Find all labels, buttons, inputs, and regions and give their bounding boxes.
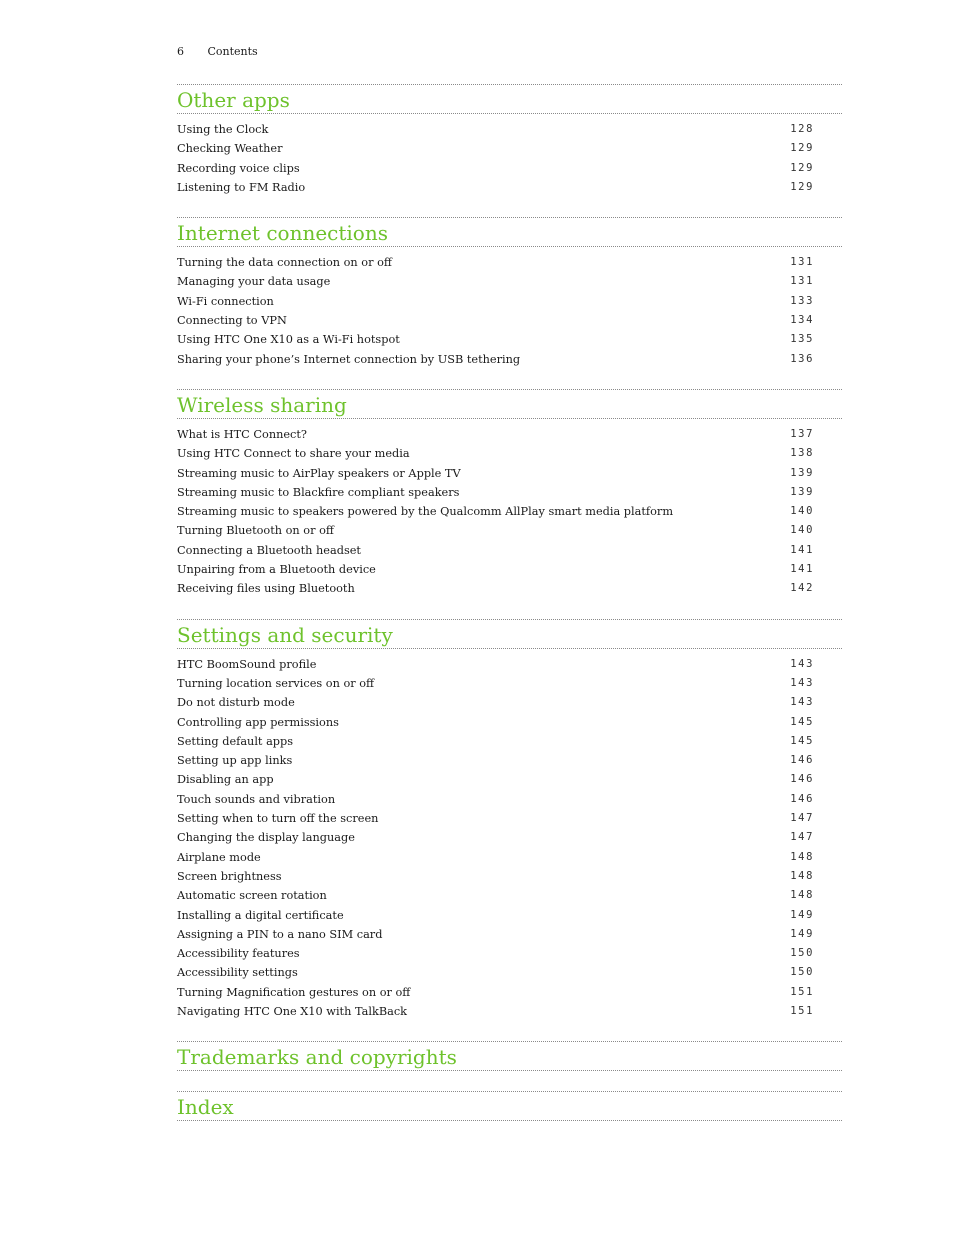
toc-entry-page-number: 140 [790,524,814,537]
section-title-link[interactable]: Internet connections [177,221,388,246]
toc-entry-label: Recording voice clips [177,161,300,175]
toc-entry-label: Listening to FM Radio [177,180,306,194]
toc-entry[interactable] [177,139,842,158]
toc-entry-page-number: 146 [790,773,814,786]
toc-entry[interactable] [177,159,842,178]
header-title: Contents [207,45,258,58]
toc-entry[interactable] [177,253,842,272]
toc-section [177,389,842,599]
section-title-link[interactable]: Index [177,1095,234,1120]
toc-entry-page-number: 146 [790,754,814,767]
toc-section [177,84,842,197]
toc-entry-label: Installing a digital certificate [177,908,344,922]
toc-entry-page-number: 138 [790,447,814,460]
toc-entry-page-number: 143 [790,676,814,689]
toc-entry-page-number: 145 [790,715,814,728]
toc-entry-label: Setting when to turn off the screen [177,812,379,826]
toc-entry-label: Airplane mode [177,850,261,864]
toc-entry[interactable] [177,848,842,867]
toc-entry[interactable] [177,560,842,579]
toc-section [177,217,842,369]
toc-entry-label: What is HTC Connect? [177,427,307,441]
toc-entry-list [177,114,842,197]
toc-entry-label: Accessibility features [177,947,300,961]
table-of-contents [177,84,842,1121]
toc-entry-page-number: 129 [790,142,814,155]
toc-entry-page-number: 133 [790,294,814,307]
toc-entry[interactable] [177,693,842,712]
toc-entry-label: Do not disturb mode [177,696,295,710]
toc-entry-label: Streaming music to speakers powered by the Qualcomm AllPlay smart media platform [177,505,674,519]
toc-entry-label: Screen brightness [177,869,282,883]
toc-entry-label: Using the Clock [177,123,269,136]
toc-entry-label: Accessibility settings [177,966,298,980]
toc-entry[interactable] [177,906,842,925]
toc-entry[interactable] [177,674,842,693]
toc-entry-page-number: 139 [790,466,814,479]
section-heading-row [177,1041,842,1071]
toc-entry-label: Unpairing from a Bluetooth device [177,563,376,577]
toc-entry-page-number: 150 [790,947,814,960]
toc-entry-page-number: 147 [790,812,814,825]
toc-entry-page-number: 151 [790,985,814,998]
section-heading-row [177,619,842,649]
toc-entry-page-number: 128 [790,123,814,135]
toc-entry-page-number: 141 [790,543,814,556]
toc-entry[interactable] [177,751,842,770]
toc-entry-label: Wi-Fi connection [177,294,274,308]
toc-entry[interactable] [177,350,842,369]
toc-entry[interactable] [177,311,842,330]
section-heading-row [177,217,842,247]
toc-entry-label: Connecting to VPN [177,314,287,328]
toc-entry[interactable] [177,867,842,886]
toc-entry-label: Navigating HTC One X10 with TalkBack [177,1004,408,1018]
toc-entry-page-number: 129 [790,180,814,193]
toc-entry-page-number: 148 [790,889,814,902]
toc-entry-page-number: 145 [790,734,814,747]
toc-entry[interactable] [177,292,842,311]
toc-entry-label: Turning Bluetooth on or off [177,524,334,538]
toc-entry-page-number: 136 [790,352,814,365]
toc-entry-label: Managing your data usage [177,275,331,289]
toc-entry[interactable] [177,1002,842,1021]
toc-entry-label: Turning location services on or off [177,676,375,690]
toc-entry-page-number: 149 [790,908,814,921]
toc-entry[interactable] [177,464,842,483]
section-title-link[interactable]: Trademarks and copyrights [177,1045,457,1070]
toc-entry-page-number: 129 [790,161,814,174]
toc-entry-label: Connecting a Bluetooth headset [177,543,361,557]
toc-entry-page-number: 134 [790,314,814,327]
toc-entry-list [177,649,842,1022]
toc-entry[interactable] [177,541,842,560]
toc-entry-label: Checking Weather [177,142,283,156]
toc-entry[interactable] [177,502,842,521]
toc-entry-page-number: 146 [790,792,814,805]
toc-entry[interactable] [177,828,842,847]
section-title-link[interactable]: Other apps [177,88,290,112]
section-heading-row [177,84,842,114]
toc-entry[interactable] [177,521,842,540]
toc-entry-page-number: 148 [790,869,814,882]
section-heading-row [177,389,842,419]
toc-entry-label: Setting up app links [177,754,293,768]
toc-entry-page-number: 151 [790,1004,814,1017]
toc-entry-page-number: 143 [790,696,814,709]
toc-entry[interactable] [177,809,842,828]
page-header [177,45,258,59]
toc-entry[interactable] [177,713,842,732]
toc-entry[interactable] [177,272,842,291]
toc-entry-page-number: 139 [790,485,814,498]
toc-entry-label: Changing the display language [177,831,355,845]
section-heading-row [177,1091,842,1121]
toc-entry[interactable] [177,886,842,905]
toc-entry-label: Automatic screen rotation [177,889,327,903]
toc-entry-label: Streaming music to Blackfire compliant speakers [177,485,460,499]
toc-entry[interactable] [177,425,842,444]
toc-entry-page-number: 142 [790,582,814,595]
toc-entry[interactable] [177,655,842,674]
toc-entry-label: Streaming music to AirPlay speakers or Apple TV [177,466,461,480]
toc-entry[interactable] [177,120,842,139]
toc-entry[interactable] [177,770,842,789]
toc-entry-page-number: 135 [790,333,814,346]
toc-entry-label: Turning the data connection on or off [177,256,392,270]
toc-entry[interactable] [177,579,842,598]
toc-entry[interactable] [177,330,842,349]
toc-entry-list [177,419,842,599]
toc-entry-page-number: 131 [790,275,814,288]
toc-section [177,1091,842,1121]
toc-entry-label: Touch sounds and vibration [177,792,336,806]
toc-entry-label: Disabling an app [177,773,274,787]
section-title-link[interactable]: Wireless sharing [177,392,347,417]
toc-entry-label: HTC BoomSound profile [177,657,317,671]
toc-entry-page-number: 147 [790,831,814,844]
toc-entry-label: Assigning a PIN to a nano SIM card [177,927,383,941]
toc-entry-list [177,247,842,369]
toc-entry-page-number: 148 [790,850,814,863]
toc-entry[interactable] [177,963,842,982]
toc-section [177,1041,842,1071]
toc-entry-label: Turning Magnification gestures on or off [177,985,411,999]
toc-entry-page-number: 137 [790,427,814,440]
toc-entry-page-number: 131 [790,256,814,269]
page-number: 6 [177,45,184,58]
toc-entry-page-number: 149 [790,927,814,940]
toc-entry[interactable] [177,925,842,944]
toc-entry-page-number: 140 [790,505,814,518]
toc-entry[interactable] [177,983,842,1002]
toc-entry-page-number: 143 [790,657,814,670]
toc-entry[interactable] [177,732,842,751]
toc-entry-label: Using HTC Connect to share your media [177,447,410,461]
toc-entry[interactable] [177,790,842,809]
toc-entry-label: Controlling app permissions [177,715,339,729]
toc-section [177,619,842,1022]
toc-entry[interactable] [177,444,842,463]
toc-entry-page-number: 141 [790,563,814,576]
toc-entry-label: Setting default apps [177,734,294,748]
toc-entry[interactable] [177,944,842,963]
toc-entry-page-number: 150 [790,966,814,979]
toc-entry-label: Using HTC One X10 as a Wi-Fi hotspot [177,333,400,347]
toc-entry-label: Sharing your phone’s Internet connection by USB tethering [177,352,521,366]
toc-entry[interactable] [177,178,842,197]
toc-entry[interactable] [177,483,842,502]
toc-entry-label: Receiving files using Bluetooth [177,582,355,596]
section-title-link[interactable]: Settings and security [177,622,393,647]
